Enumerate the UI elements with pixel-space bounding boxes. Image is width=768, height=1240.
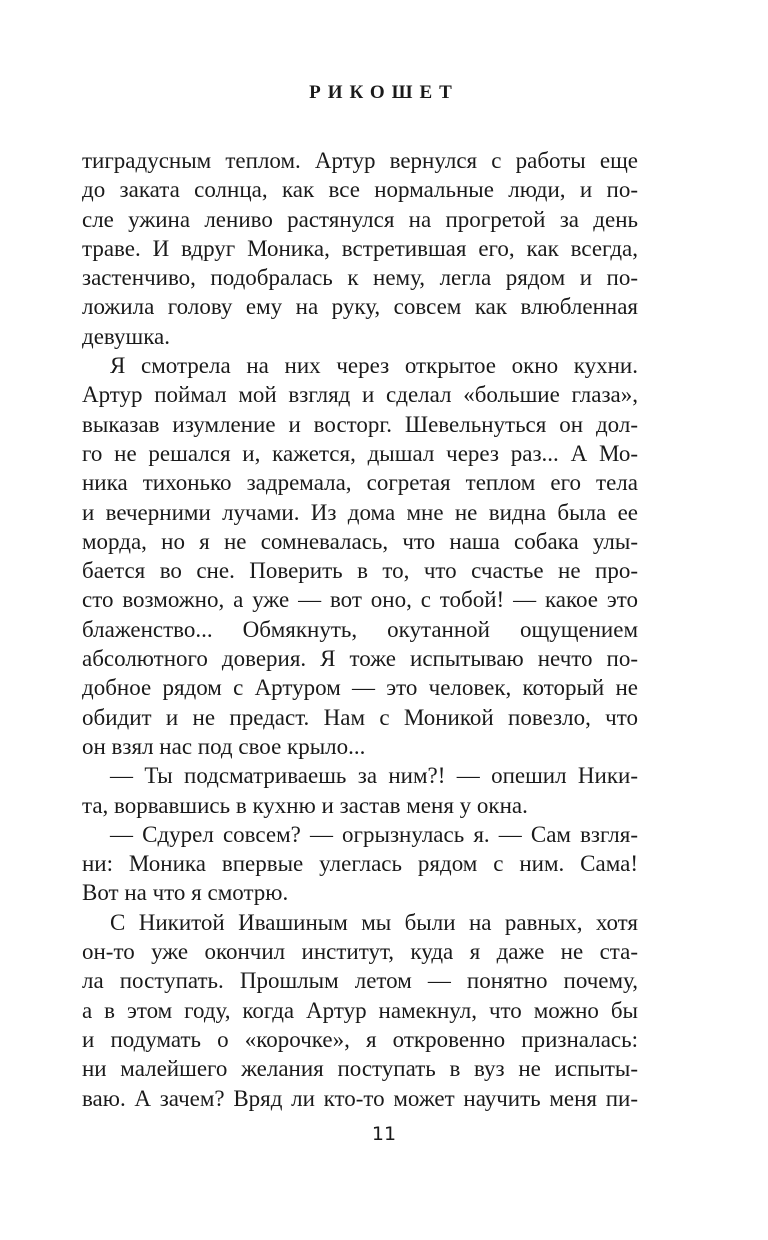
text-line: ника тихонько задремала, согретая теплом его тела <box>82 470 638 496</box>
text-line: а в этом году, когда Артур намекнул, что можно бы <box>82 997 638 1023</box>
text-line: до заката солнца, как все нормальные люди, и по- <box>82 177 638 203</box>
text-line: и подумать о «корочке», я откровенно призналась: <box>82 1026 638 1052</box>
page-number: 11 <box>371 1123 397 1145</box>
text-line: — Сдурел совсем? — огрызнулась я. — Сам взгля- <box>110 821 638 847</box>
text-line: С Никитой Ивашиным мы были на равных, хотя <box>110 909 638 935</box>
text-line: и вечерними лучами. Из дома мне не видна была ее <box>82 499 638 525</box>
text-line: бается во сне. Поверить в то, что счастье не про- <box>82 558 638 584</box>
text-line: застенчиво, подобралась к нему, легла рядом и по- <box>82 265 638 291</box>
text-line: сто возможно, а уже — вот оно, с тобой! — какое это <box>82 587 638 613</box>
text-line: ваю. А зачем? Вряд ли кто-то может научить меня пи- <box>82 1085 638 1111</box>
text-line: Вот на что я смотрю. <box>82 880 289 906</box>
text-line: морда, но я не сомневалась, что наша собака улы- <box>82 528 638 554</box>
text-line: девушка. <box>82 323 170 349</box>
text-line: Я смотрела на них через открытое окно кухни. <box>110 353 638 379</box>
text-line: он взял нас под свое крыло... <box>82 733 366 759</box>
text-line: ни малейшего желания поступать в вуз не испыты- <box>82 1056 638 1082</box>
text-line: — Ты подсматриваешь за ним?! — опешил Ники- <box>110 763 638 789</box>
text-line: та, ворвавшись в кухню и застав меня у окна. <box>82 792 528 818</box>
running-header: РИКОШЕТ <box>309 82 459 103</box>
text-line: блаженство... Обмякнуть, окутанной ощущением <box>82 616 638 642</box>
text-line: он-то уже окончил институт, куда я даже не ста- <box>82 939 638 965</box>
text-line: ни: Моника впервые улеглась рядом с ним. Сама! <box>82 851 638 877</box>
text-line: го не решался и, кажется, дышал через раз... А Мо- <box>82 440 638 466</box>
text-line: ла поступать. Прошлым летом — понятно почему, <box>82 968 638 994</box>
text-line: Артур поймал мой взгляд и сделал «большие глаза», <box>82 382 638 408</box>
text-line: ложила голову ему на руку, совсем как влюбленная <box>82 294 638 320</box>
text-line: добное рядом с Артуром — это человек, который не <box>82 675 638 701</box>
text-line: обидит и не предаст. Нам с Моникой повезло, что <box>82 704 638 730</box>
text-line: абсолютного доверия. Я тоже испытываю нечто по- <box>82 646 638 672</box>
text-line: траве. И вдруг Моника, встретившая его, как всегда, <box>82 235 638 261</box>
body-text <box>82 146 638 1113</box>
text-line: тиградусным теплом. Артур вернулся с работы еще <box>82 148 638 173</box>
text-line: выказав изумление и восторг. Шевельнуться он дол- <box>82 411 638 437</box>
text-line: сле ужина лениво растянулся на прогретой за день <box>82 206 638 232</box>
